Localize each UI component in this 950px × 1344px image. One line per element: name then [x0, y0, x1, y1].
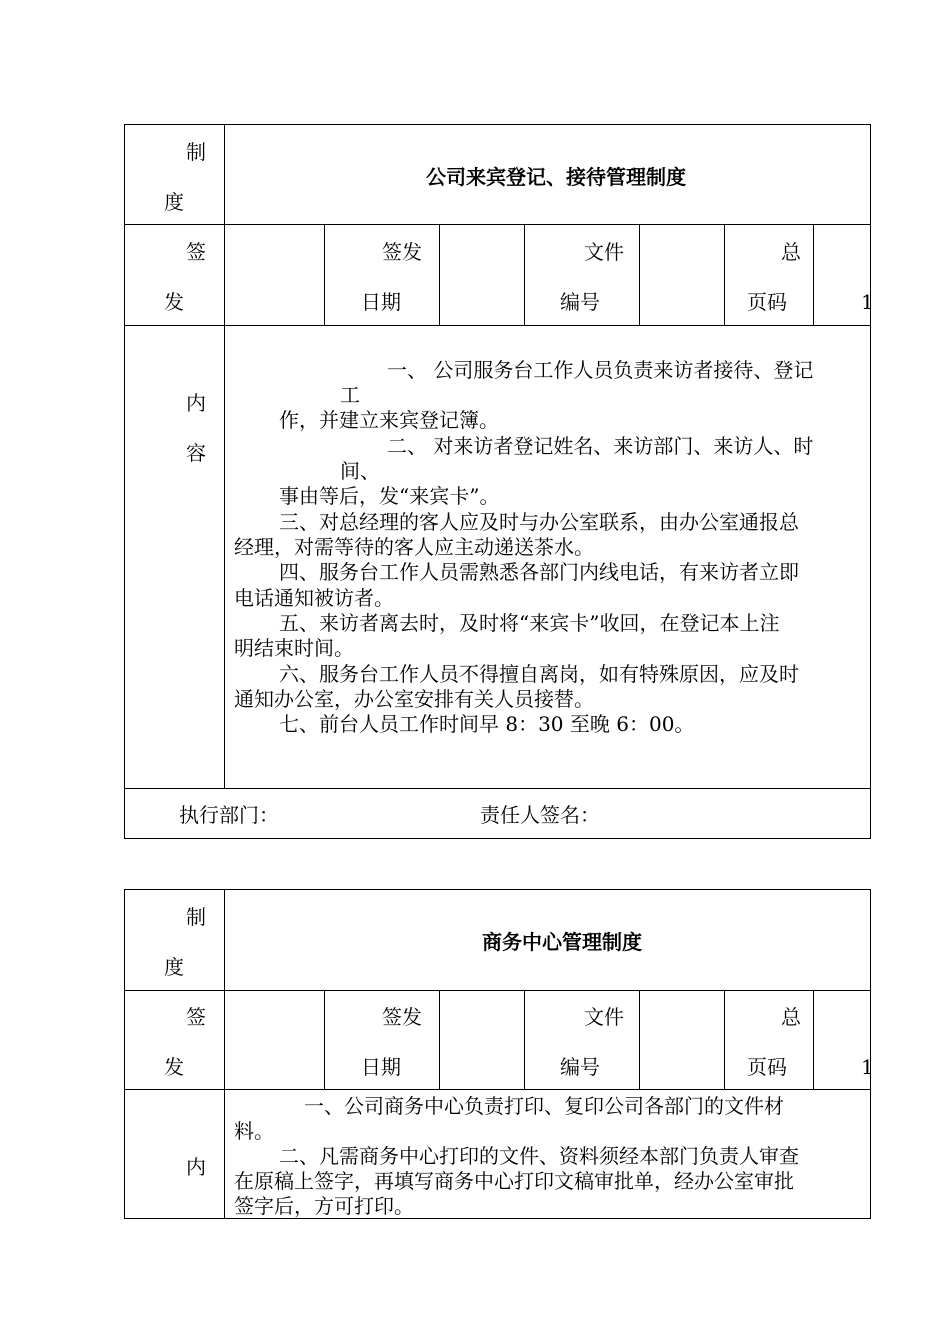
content-line: 一、公司商务中心负责打印、复印公司各部门的文件材: [304, 1094, 784, 1118]
label-total-pages-line2: 页码: [747, 290, 787, 314]
table-col-divider: [813, 990, 814, 1089]
content-line: 工: [340, 383, 360, 407]
label-total-pages-line1: 总: [781, 1005, 801, 1029]
content-line: 五、来访者离去时，及时将“来宾卡”收回，在登记本上注: [279, 611, 780, 635]
regulation-title: 商务中心管理制度: [482, 930, 642, 954]
table-border-left: [124, 889, 125, 1219]
table-col-divider: [439, 224, 440, 325]
table-col-divider: [324, 990, 325, 1089]
label-issue-date-line1: 签发: [382, 240, 422, 264]
content-line: 料。: [234, 1119, 274, 1143]
table-col-divider: [724, 224, 725, 325]
table-col-divider: [524, 990, 525, 1089]
table-row-divider: [124, 788, 871, 789]
label-zhidu-line2: 度: [164, 190, 184, 214]
label-doc-number-line2: 编号: [560, 1055, 600, 1079]
content-line: 经理，对需等待的客人应主动递送茶水。: [234, 535, 594, 559]
label-qianfa-line2: 发: [164, 290, 184, 314]
label-doc-number-line1: 文件: [584, 240, 624, 264]
total-pages-value: 1: [861, 1055, 874, 1079]
table-border-top: [124, 124, 871, 125]
content-line: 间、: [340, 459, 380, 483]
regulation-form-visitor: [124, 124, 874, 839]
regulation-form-business-center: [124, 889, 874, 1219]
content-line: 在原稿上签字，再填写商务中心打印文稿审批单，经办公室审批: [234, 1169, 794, 1193]
table-row-divider: [124, 325, 871, 326]
content-line: 通知办公室，办公室安排有关人员接替。: [234, 687, 594, 711]
label-issue-date-line2: 日期: [361, 1055, 401, 1079]
content-line: 三、对总经理的客人应及时与办公室联系，由办公室通报总: [279, 510, 799, 534]
label-doc-number-line1: 文件: [584, 1005, 624, 1029]
table-col-divider: [439, 990, 440, 1089]
content-line: 作，并建立来宾登记簿。: [279, 408, 499, 432]
table-border-right: [870, 124, 871, 839]
table-border-right: [870, 889, 871, 1219]
table-row-divider: [124, 1089, 871, 1090]
content-line: 二、凡需商务中心打印的文件、资料须经本部门负责人审查: [279, 1144, 799, 1168]
content-line: 事由等后，发“来宾卡”。: [279, 484, 500, 508]
table-row-divider: [124, 224, 871, 225]
table-col-divider: [639, 224, 640, 325]
footer-responsible-signature: 责任人签名：: [480, 803, 600, 827]
table-col-divider: [224, 889, 225, 1219]
content-line: 签字后，方可打印。: [234, 1194, 414, 1218]
content-line: 二、 对来访者登记姓名、来访部门、来访人、时: [387, 434, 814, 458]
label-qianfa-line2: 发: [164, 1055, 184, 1079]
label-zhidu-line2: 度: [164, 955, 184, 979]
table-col-divider: [813, 224, 814, 325]
total-pages-value: 1: [861, 290, 874, 314]
table-col-divider: [639, 990, 640, 1089]
table-border-top: [124, 889, 871, 890]
table-col-divider: [524, 224, 525, 325]
table-border-left: [124, 124, 125, 839]
content-line: 六、服务台工作人员不得擅自离岗，如有特殊原因，应及时: [279, 662, 799, 686]
table-row-divider: [124, 990, 871, 991]
content-line: 七、前台人员工作时间早 8：30 至晚 6：00。: [279, 712, 695, 736]
regulation-title: 公司来宾登记、接待管理制度: [426, 165, 686, 189]
label-total-pages-line1: 总: [781, 240, 801, 264]
content-line: 明结束时间。: [234, 636, 354, 660]
content-line: 四、服务台工作人员需熟悉各部门内线电话，有来访者立即: [279, 560, 799, 584]
footer-executing-department: 执行部门：: [179, 803, 279, 827]
table-col-divider: [324, 224, 325, 325]
label-issue-date-line1: 签发: [382, 1005, 422, 1029]
table-col-divider: [724, 990, 725, 1089]
label-qianfa-line1: 签: [186, 240, 206, 264]
label-issue-date-line2: 日期: [361, 290, 401, 314]
label-content-line1: 内: [186, 1155, 206, 1179]
table-border-bottom: [124, 838, 871, 839]
label-content-line1: 内: [186, 391, 206, 415]
label-doc-number-line2: 编号: [560, 290, 600, 314]
label-total-pages-line2: 页码: [747, 1055, 787, 1079]
content-line: 一、 公司服务台工作人员负责来访者接待、登记: [387, 358, 814, 382]
label-zhidu-line1: 制: [186, 905, 206, 929]
content-line: 电话通知被访者。: [234, 586, 394, 610]
table-col-divider: [224, 124, 225, 788]
label-zhidu-line1: 制: [186, 140, 206, 164]
label-qianfa-line1: 签: [186, 1005, 206, 1029]
label-content-line2: 容: [186, 441, 206, 465]
